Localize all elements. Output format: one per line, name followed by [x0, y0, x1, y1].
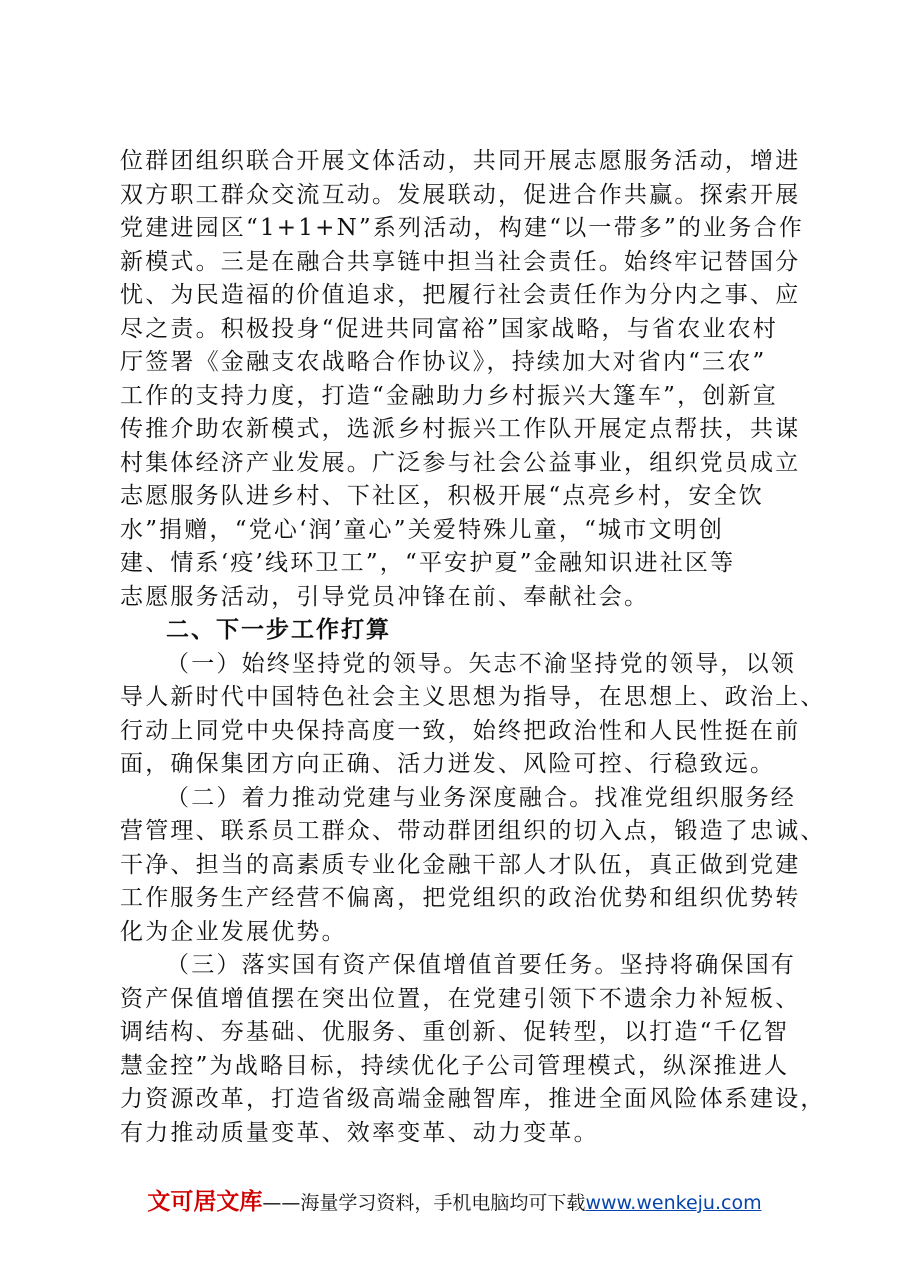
body-line: 调结构、夯基础、优服务、重创新、促转型，以打造“千亿智: [120, 1019, 790, 1045]
body-line: 尽之责。积极投身“促进共同富裕”国家战略，与省农业农村: [120, 315, 778, 342]
document-body: [120, 145, 826, 1150]
paragraph-first-line: （三）落实国有资产保值增值首要任务。坚持将确保国有: [166, 952, 796, 978]
body-line: 工作的支持力度，打造“金融助力乡村振兴大篷车”，创新宣: [120, 382, 778, 409]
body-line: 建、情系‘疫’线环卫工”，“平安护夏”金融知识进社区等: [120, 550, 736, 576]
body-line: 营管理、联系员工群众、带动群团组织的切入点，锻造了忠诚、: [120, 818, 826, 844]
section-heading: 二、下一步工作打算: [166, 617, 391, 643]
body-line: 志愿服务队进乡村、下社区，积极开展“点亮乡村，安全饮: [120, 483, 764, 509]
body-line: 厅签署《金融支农战略合作协议》，持续加大对省内“三农”: [120, 349, 767, 375]
paragraph-section-2: [120, 782, 826, 950]
paragraph-first-line: （一）始终坚持党的领导。矢志不渝坚持党的领导，以领: [166, 650, 796, 677]
body-line: 水”捐赠，“党心‘润’童心”关爱特殊儿童，“城市文明创: [120, 516, 725, 543]
body-line: 力资源改革，打造省级高端金融智库，推进全面风险体系建设，: [120, 1086, 826, 1112]
body-line: 工作服务生产经营不偏离，把党组织的政治优势和组织优势转: [120, 885, 801, 911]
paragraph-first-line: （二）着力推动党建与业务深度融合。找准党组织服务经: [166, 784, 796, 811]
body-line: 资产保值增值摆在突出位置，在党建引领下不遗余力补短板、: [120, 985, 801, 1012]
body-line: 双方职工群众交流互动。发展联动，促进合作共赢。探索开展: [120, 181, 801, 208]
paragraph-section-3: [120, 949, 826, 1150]
footer-slogan: ——海量学习资料，手机电脑均可下载: [262, 1192, 586, 1214]
body-line: 化为企业发展优势。: [120, 918, 347, 945]
body-line: 忧、为民造福的价值追求，把履行社会责任作为分内之事、应: [120, 282, 801, 308]
body-line: 志愿服务活动，引导党员冲锋在前、奉献社会。: [120, 583, 650, 610]
body-line: 面，确保集团方向正确、活力迸发、风险可控、行稳致远。: [120, 751, 776, 777]
body-line: 新模式。三是在融合共享链中担当社会责任。始终牢记替国分: [120, 248, 801, 275]
body-line: 导人新时代中国特色社会主义思想为指导，在思想上、政治上、: [120, 684, 826, 710]
body-line: 慧金控”为战略目标，持续优化子公司管理模式，纵深推进人: [120, 1052, 790, 1079]
site-link[interactable]: www.wenkeju.com: [585, 1192, 762, 1214]
body-line: 位群团组织联合开展文体活动，共同开展志愿服务活动，增进: [120, 148, 801, 174]
body-line: 行动上同党中央保持高度一致，始终把政治性和人民性挺在前: [120, 717, 801, 744]
paragraph-section-1: [120, 648, 826, 782]
body-line: 党建进园区“1+1+N”系列活动，构建“以一带多”的业务合作: [120, 215, 804, 241]
brand-name: 文可居文库: [147, 1189, 263, 1215]
body-line: 传推介助农新模式，选派乡村振兴工作队开展定点帮扶，共谋: [120, 416, 801, 442]
body-line: 有力推动质量变革、效率变革、动力变革。: [120, 1119, 599, 1146]
body-line: 村集体经济产业发展。广泛参与社会公益事业，组织党员成立: [120, 449, 801, 476]
footer-banner: [0, 1183, 909, 1216]
body-line: 干净、担当的高素质专业化金融干部人才队伍，真正做到党建: [120, 851, 801, 878]
